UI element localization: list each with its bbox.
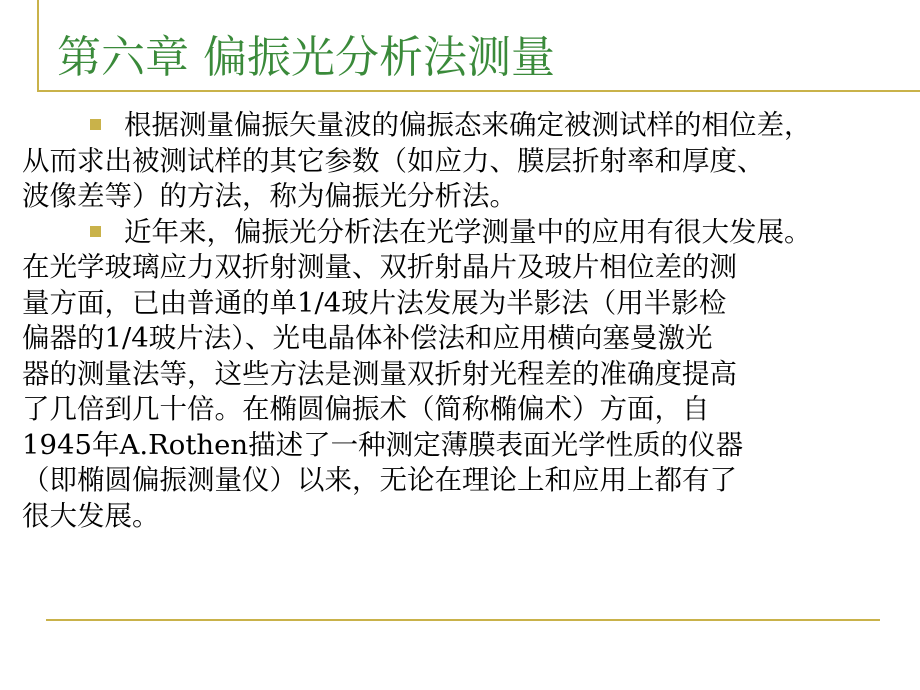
square-bullet-icon [90,119,101,130]
paragraph-2-line-7: 1945年A.Rothen描述了一种测定薄膜表面光学性质的仪器 [22,428,744,461]
paragraph-2-line-9: 很大发展。 [22,499,160,532]
title-left-rule [37,0,39,92]
paragraph-1-line-1: 根据测量偏振矢量波的偏振态来确定被测试样的相位差， [124,109,812,141]
bullet-paragraph-1 [22,108,876,215]
paragraph-1-line-3: 波像差等）的方法，称为偏振光分析法。 [22,180,517,212]
bullet-paragraph-2 [22,215,876,535]
title-underline-rule [37,90,920,92]
paragraph-2-line-4: 偏器的1/4玻片法）、光电晶体补偿法和应用横向塞曼激光 [22,322,713,354]
paragraph-1-line-2: 从而求出被测试样的其它参数（如应力、膜层折射率和厚度、 [22,144,765,177]
footer-rule [46,619,880,621]
slide-title: 第六章 偏振光分析法测量 [57,32,555,83]
square-bullet-icon [90,226,101,237]
paragraph-2-line-3: 量方面，已由普通的单1/4玻片法发展为半影法（用半影检 [22,286,727,319]
paragraph-2-line-1: 近年来，偏振光分析法在光学测量中的应用有很大发展。 [124,215,812,248]
paragraph-2-line-8: （即椭圆偏振测量仪）以来，无论在理论上和应用上都有了 [22,464,737,496]
paragraph-2-line-2: 在光学玻璃应力双折射测量、双折射晶片及玻片相位差的测 [22,251,737,283]
paragraph-2-line-6: 了几倍到几十倍。在椭圆偏振术（简称椭偏术）方面，自 [22,393,710,425]
slide-body [22,108,876,534]
paragraph-2-line-5: 器的测量法等，这些方法是测量双折射光程差的准确度提高 [22,357,737,390]
